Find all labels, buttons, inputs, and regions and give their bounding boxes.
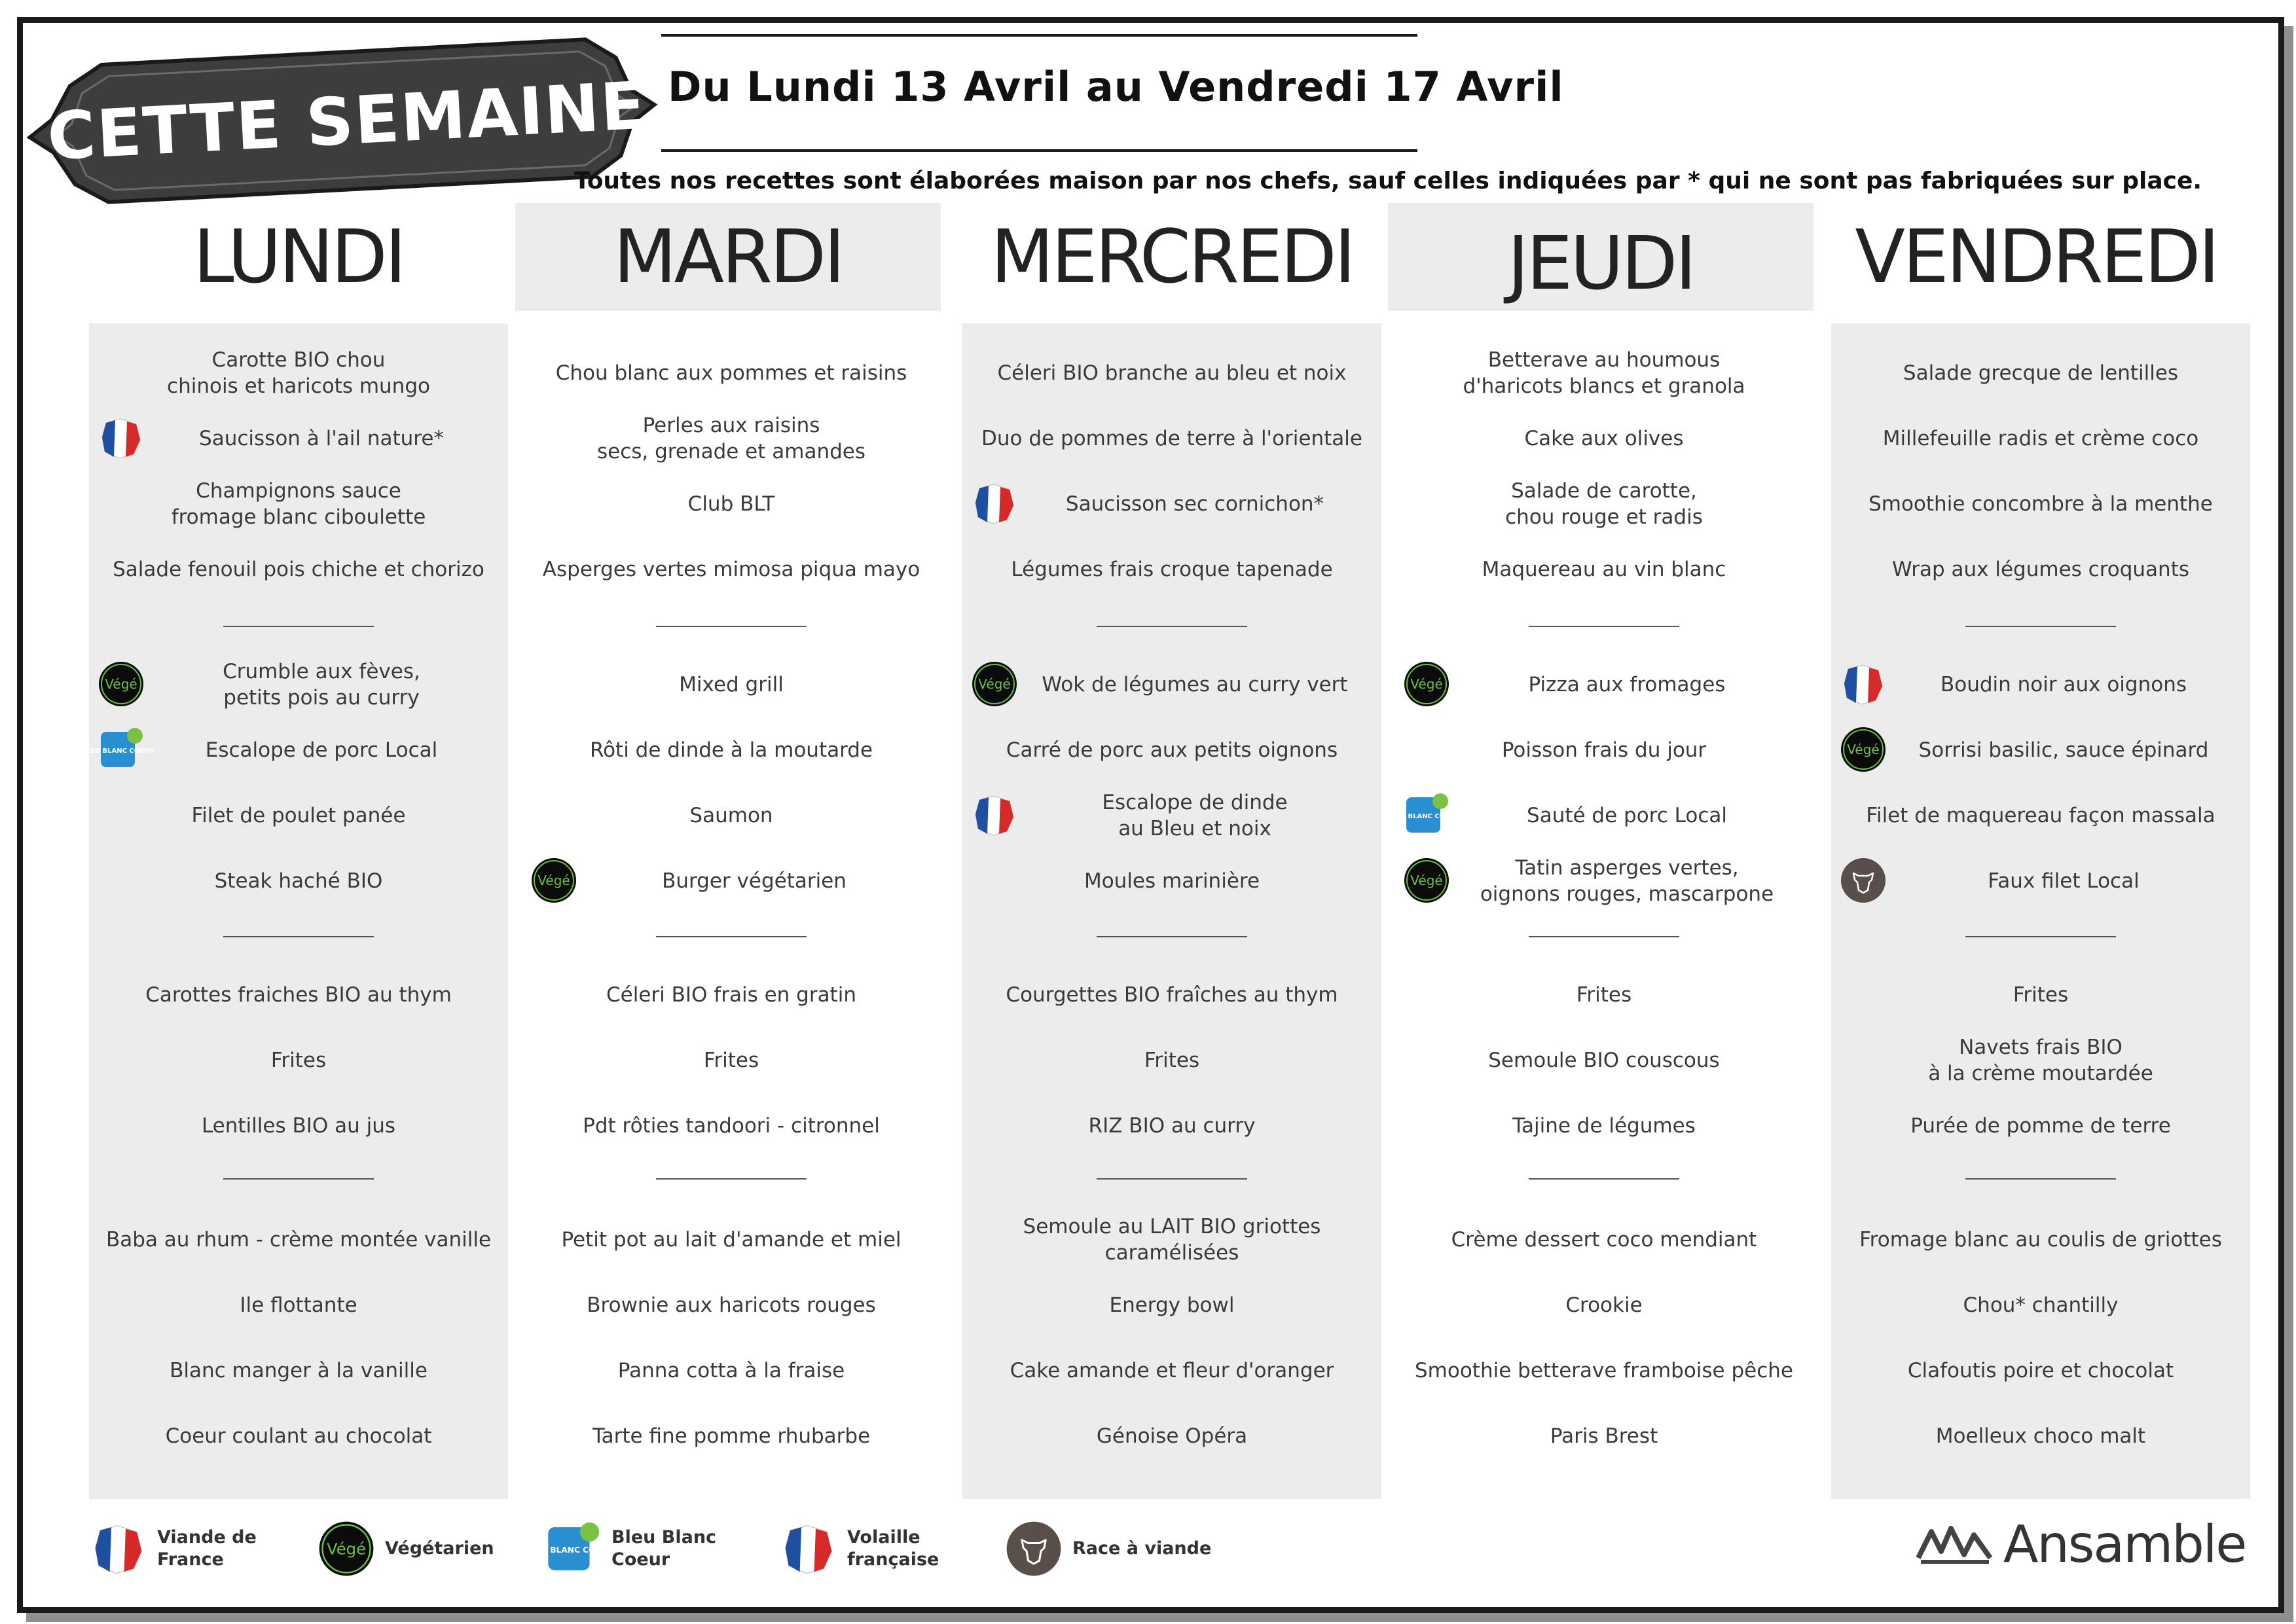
bleu-blanc-coeur-icon bbox=[524, 1519, 613, 1578]
day-header-vendredi: VENDREDI bbox=[1855, 214, 2217, 300]
main-item: Escalope de porc Local bbox=[205, 738, 438, 762]
subtitle: Toutes nos recettes sont élaborées maison par nos chefs, sauf celles indiquées par * qui ne sont pas fabriquées sur place. bbox=[574, 168, 2202, 194]
vege-icon bbox=[1402, 660, 1451, 708]
legend-label: Viande de France bbox=[157, 1527, 257, 1570]
ansamble-logo-icon bbox=[1912, 1519, 1997, 1571]
column-mardi bbox=[522, 323, 941, 1499]
column-mercredi bbox=[962, 323, 1381, 1499]
column-vendredi bbox=[1831, 323, 2250, 1499]
dessert-item: Baba au rhum - crème montée vanille bbox=[105, 1228, 492, 1252]
dessert-item: Chou* chantilly bbox=[1963, 1293, 2119, 1317]
column-jeudi bbox=[1387, 323, 1813, 1499]
side-item: Frites bbox=[2013, 983, 2069, 1007]
french-flag-icon bbox=[89, 1519, 148, 1578]
french-flag-icon bbox=[97, 414, 145, 462]
side-item: Purée de pomme de terre bbox=[1910, 1114, 2171, 1138]
section-divider bbox=[223, 626, 374, 627]
side-item: Semoule BIO couscous bbox=[1488, 1049, 1720, 1072]
main-item: Faux filet Local bbox=[1988, 869, 2140, 893]
french-flag-icon bbox=[779, 1519, 838, 1578]
legend-vegetarien bbox=[317, 1516, 494, 1581]
legend-label: Bleu Blanc Coeur bbox=[611, 1527, 717, 1570]
side-item: Tajine de légumes bbox=[1512, 1114, 1696, 1138]
cow-icon bbox=[1004, 1519, 1063, 1578]
side-item: RIZ BIO au curry bbox=[1088, 1114, 1256, 1138]
starter-item: Saucisson sec cornichon* bbox=[1065, 492, 1324, 516]
dessert-item: Tarte fine pomme rhubarbe bbox=[592, 1424, 871, 1448]
dessert-item: Cake amande et fleur d'oranger bbox=[1010, 1359, 1334, 1382]
section-divider bbox=[1097, 626, 1247, 627]
svg-text:Végé: Végé bbox=[1410, 676, 1443, 692]
side-item: Navets frais BIO à la crème moutardée bbox=[1928, 1036, 2153, 1085]
legend-label: Végétarien bbox=[385, 1538, 494, 1559]
dessert-item: Paris Brest bbox=[1550, 1424, 1658, 1448]
dessert-item: Petit pot au lait d'amande et miel bbox=[561, 1228, 902, 1252]
side-item: Frites bbox=[270, 1049, 327, 1072]
badge-text: CETTE SEMAINE bbox=[45, 67, 649, 175]
svg-text:Végé: Végé bbox=[326, 1539, 367, 1559]
svg-text:BLEU BLANC COEUR: BLEU BLANC COEUR bbox=[524, 1545, 613, 1555]
section-divider bbox=[656, 936, 807, 937]
section-divider bbox=[223, 936, 374, 937]
day-header-mardi: MARDI bbox=[515, 203, 941, 311]
starter-item: Légumes frais croque tapenade bbox=[1011, 558, 1333, 581]
svg-text:Végé: Végé bbox=[978, 676, 1011, 692]
side-item: Lentilles BIO au jus bbox=[201, 1114, 396, 1138]
starter-item: Champignons sauce fromage blanc ciboulette bbox=[171, 479, 426, 529]
legend-bleu-blanc-coeur bbox=[524, 1516, 717, 1581]
starter-item: Duo de pommes de terre à l'orientale bbox=[981, 427, 1362, 450]
legend-race-a-viande bbox=[1004, 1516, 1211, 1581]
legend-label: Volaille française bbox=[847, 1527, 939, 1570]
starter-item: Club BLT bbox=[687, 492, 775, 516]
cow-icon bbox=[1839, 856, 1887, 905]
side-item: Courgettes BIO fraîches au thym bbox=[1006, 983, 1338, 1007]
section-divider bbox=[1529, 1178, 1679, 1180]
starter-item: Salade grecque de lentilles bbox=[1903, 361, 2179, 385]
section-divider bbox=[1097, 1178, 1247, 1180]
starter-item: Salade de carotte, chou rouge et radis bbox=[1505, 479, 1703, 529]
dessert-item: Panna cotta à la fraise bbox=[617, 1359, 845, 1382]
main-item: Mixed grill bbox=[679, 673, 784, 696]
starter-item: Saucisson à l'ail nature* bbox=[199, 427, 444, 450]
main-item: Escalope de dinde au Bleu et noix bbox=[1102, 791, 1288, 840]
section-divider bbox=[1529, 626, 1679, 627]
day-header-mercredi: MERCREDI bbox=[991, 214, 1353, 300]
week-title: Du Lundi 13 Avril au Vendredi 17 Avril bbox=[668, 63, 1564, 111]
legend-viande-de-france bbox=[89, 1516, 257, 1581]
vege-icon bbox=[970, 660, 1019, 708]
dessert-item: Clafoutis poire et chocolat bbox=[1907, 1359, 2174, 1382]
section-divider bbox=[1965, 626, 2116, 627]
legend-label: Race à viande bbox=[1072, 1538, 1212, 1559]
title-rule-top bbox=[661, 34, 1417, 37]
starter-item: Asperges vertes mimosa piqua mayo bbox=[542, 558, 920, 581]
dessert-item: Fromage blanc au coulis de griottes bbox=[1859, 1228, 2222, 1252]
svg-text:Végé: Végé bbox=[538, 873, 570, 888]
svg-text:BLEU BLANC COEUR: BLEU BLANC COEUR bbox=[81, 748, 155, 755]
dessert-item: Energy bowl bbox=[1109, 1293, 1235, 1317]
day-header-lundi: LUNDI bbox=[193, 214, 404, 300]
starter-item: Céleri BIO branche au bleu et noix bbox=[997, 361, 1347, 385]
svg-text:Végé: Végé bbox=[105, 676, 137, 692]
starter-item: Maquereau au vin blanc bbox=[1482, 558, 1726, 581]
dessert-item: Ile flottante bbox=[240, 1293, 357, 1317]
starter-item: Smoothie concombre à la menthe bbox=[1868, 492, 2213, 516]
main-item: Steak haché BIO bbox=[214, 869, 383, 893]
starter-item: Salade fenouil pois chiche et chorizo bbox=[113, 558, 484, 581]
bleu-blanc-coeur-icon bbox=[81, 725, 155, 774]
vege-icon bbox=[1839, 725, 1887, 774]
vege-icon bbox=[97, 660, 145, 708]
main-item: Boudin noir aux oignons bbox=[1940, 673, 2187, 696]
section-divider bbox=[1965, 1178, 2116, 1180]
main-item: Carré de porc aux petits oignons bbox=[1006, 738, 1338, 762]
brand-name: Ansamble bbox=[2003, 1515, 2246, 1574]
dessert-item: Crookie bbox=[1565, 1293, 1643, 1317]
french-flag-icon bbox=[1839, 660, 1887, 708]
starter-item: Chou blanc aux pommes et raisins bbox=[555, 361, 907, 385]
main-item: Crumble aux fèves, petits pois au curry bbox=[223, 660, 420, 710]
dessert-item: Blanc manger à la vanille bbox=[170, 1359, 428, 1382]
french-flag-icon bbox=[970, 791, 1019, 839]
main-item: Rôti de dinde à la moutarde bbox=[589, 738, 873, 762]
side-item: Frites bbox=[703, 1049, 759, 1072]
main-item: Filet de poulet panée bbox=[191, 804, 406, 827]
side-item: Frites bbox=[1576, 983, 1632, 1007]
main-item: Sorrisi basilic, sauce épinard bbox=[1918, 738, 2209, 762]
section-divider bbox=[1529, 936, 1679, 937]
dessert-item: Moelleux choco malt bbox=[1935, 1424, 2146, 1448]
section-divider bbox=[1965, 936, 2116, 937]
section-divider bbox=[223, 1178, 374, 1180]
main-item: Poisson frais du jour bbox=[1501, 738, 1707, 762]
starter-item: Cake aux olives bbox=[1524, 427, 1684, 450]
dessert-item: Semoule au LAIT BIO griottes caramélisées bbox=[1023, 1215, 1321, 1265]
day-header-jeudi: JEUDI bbox=[1388, 203, 1813, 311]
title-rule-bottom bbox=[661, 149, 1417, 152]
main-item: Filet de maquereau façon massala bbox=[1866, 804, 2215, 827]
svg-text:BLEU BLANC COEUR: BLEU BLANC COEUR bbox=[1387, 813, 1460, 820]
brand-logo bbox=[1912, 1506, 2246, 1584]
vege-icon bbox=[317, 1519, 376, 1578]
vege-icon bbox=[1402, 856, 1451, 905]
starter-item: Carotte BIO chou chinois et haricots mungo bbox=[167, 348, 430, 398]
bleu-blanc-coeur-icon bbox=[1387, 791, 1460, 839]
section-divider bbox=[1097, 936, 1247, 937]
main-item: Saumon bbox=[689, 804, 773, 827]
main-item: Wok de légumes au curry vert bbox=[1042, 673, 1348, 696]
dessert-item: Coeur coulant au chocolat bbox=[165, 1424, 432, 1448]
starter-item: Perles aux raisins secs, grenade et amandes bbox=[596, 414, 866, 463]
column-lundi bbox=[81, 323, 508, 1499]
side-item: Carottes fraiches BIO au thym bbox=[145, 983, 452, 1007]
section-divider bbox=[656, 1178, 807, 1180]
dessert-item: Crème dessert coco mendiant bbox=[1451, 1228, 1757, 1252]
dessert-item: Génoise Opéra bbox=[1096, 1424, 1248, 1448]
side-item: Frites bbox=[1144, 1049, 1200, 1072]
main-item: Sauté de porc Local bbox=[1527, 804, 1727, 827]
vege-icon bbox=[530, 856, 578, 905]
french-flag-icon bbox=[970, 479, 1019, 528]
legend-volaille-francaise bbox=[779, 1516, 939, 1581]
side-item: Pdt rôties tandoori - citronnel bbox=[583, 1114, 880, 1138]
svg-text:Végé: Végé bbox=[1410, 873, 1443, 888]
starter-item: Millefeuille radis et crème coco bbox=[1882, 427, 2199, 450]
dessert-item: Smoothie betterave framboise pêche bbox=[1415, 1359, 1793, 1382]
svg-text:Végé: Végé bbox=[1847, 742, 1880, 757]
starter-item: Betterave au houmous d'haricots blancs et granola bbox=[1463, 348, 1745, 398]
dessert-item: Brownie aux haricots rouges bbox=[587, 1293, 876, 1317]
main-item: Pizza aux fromages bbox=[1528, 673, 1726, 696]
starter-item: Wrap aux légumes croquants bbox=[1891, 558, 2189, 581]
main-item: Moules marinière bbox=[1084, 869, 1260, 893]
side-item: Céleri BIO frais en gratin bbox=[606, 983, 856, 1007]
main-item: Tatin asperges vertes, oignons rouges, mascarpone bbox=[1480, 856, 1774, 906]
main-item: Burger végétarien bbox=[662, 869, 847, 893]
section-divider bbox=[656, 626, 807, 627]
